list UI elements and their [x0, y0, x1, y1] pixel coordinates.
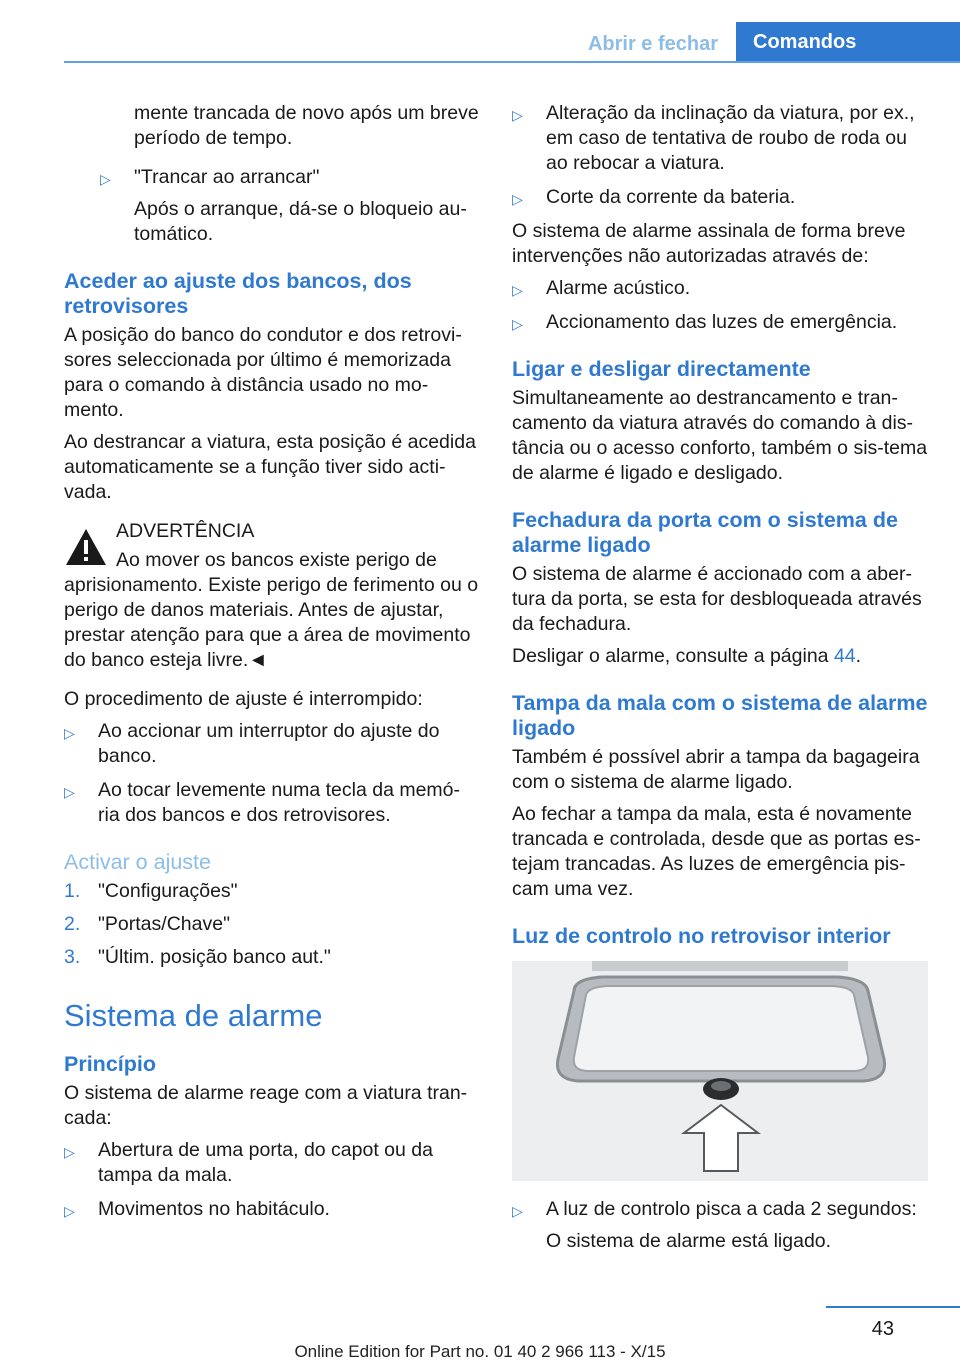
bullet-triangle-icon: ▷ — [64, 725, 75, 741]
page-number: 43 — [871, 1318, 894, 1340]
left-column — [64, 101, 480, 1231]
bullet-triangle-icon: ▷ — [512, 316, 523, 332]
list-item-text: Corte da corrente da bateria. — [546, 186, 796, 208]
list-item-text: Abertura de uma porta, do capot ou da tampa da mala. — [98, 1139, 433, 1186]
page-header — [0, 0, 960, 62]
paragraph: O procedimento de ajuste é interrompido: — [64, 688, 423, 710]
heading-principle: Princípio — [64, 1052, 156, 1076]
mirror-illustration-icon — [512, 961, 928, 1181]
step-item — [64, 945, 480, 970]
warning-box — [64, 519, 480, 673]
bullet-triangle-icon: ▷ — [64, 784, 75, 800]
heading-indicator-light: Luz de controlo no retrovisor interior — [512, 924, 891, 948]
list-item-text: Alteração da inclinação da viatura, por ex., em caso de tentativa de roubo de roda ou ao rebocar a viatura. — [546, 102, 915, 174]
bullet-triangle-icon: ▷ — [100, 171, 111, 187]
list-item-title: A luz de controlo pisca a cada 2 segundos: — [546, 1198, 917, 1220]
step-number: 1. — [64, 880, 81, 902]
warning-text: Ao mover os bancos existe perigo de aprisionamento. Existe perigo de ferimento ou o perigo de danos materiais. Antes de ajustar, prestar atenção para que a área de movimento do banco esteja livre.◄ — [64, 549, 479, 671]
page-link[interactable]: 44 — [833, 645, 856, 667]
list-item — [512, 185, 928, 210]
heading-direct-onoff: Ligar e desligar directamente — [512, 357, 811, 381]
list-item-text: Ao accionar um interruptor do ajuste do banco. — [98, 720, 440, 767]
list-item-text: Alarme acústico. — [546, 277, 691, 299]
list-item-detail: O sistema de alarme está ligado. — [546, 1230, 832, 1252]
list-item — [64, 1138, 480, 1188]
edition-footer: Online Edition for Part no. 01 40 2 966 113 - X/15 — [294, 1342, 666, 1361]
step-text: "Configurações" — [98, 880, 238, 902]
heading-trunk-lid: Tampa da mala com o sistema de alarme ligado — [512, 691, 928, 740]
paragraph: Simultaneamente ao destrancamento e tran-camento da viatura através do comando à dis-tância ou o acesso conforto, também o sis-tema de alarme é ligado e desligado. — [512, 387, 928, 484]
paragraph: A posição do banco do condutor e dos retrovi-sores seleccionada por último é memorizada para o comando à distância usado no mo-mento. — [64, 324, 462, 421]
bullet-triangle-icon: ▷ — [64, 1144, 75, 1160]
heading-door-lock: Fechadura da porta com o sistema de alarme ligado — [512, 508, 898, 557]
bullet-triangle-icon: ▷ — [512, 282, 523, 298]
chapter-tab[interactable]: Comandos — [736, 22, 960, 62]
list-item — [64, 1197, 480, 1222]
section-tab[interactable]: Abrir e fechar — [587, 33, 719, 55]
step-item — [64, 879, 480, 904]
text: . — [855, 645, 862, 667]
bullet-triangle-icon: ▷ — [64, 1203, 75, 1219]
continued-text: mente trancada de novo após um breve período de tempo. — [134, 102, 479, 149]
paragraph: O sistema de alarme assinala de forma breve intervenções não autorizadas através de: — [512, 220, 906, 267]
list-item — [512, 310, 928, 335]
heading-alarm-system: Sistema de alarme — [64, 998, 323, 1033]
list-item — [64, 778, 480, 828]
warning-title: ADVERTÊNCIA — [116, 520, 255, 542]
paragraph: O sistema de alarme reage com a viatura tran-cada: — [64, 1082, 468, 1129]
bullet-triangle-icon: ▷ — [512, 1203, 523, 1219]
heading-activate: Activar o ajuste — [64, 850, 211, 874]
text: Desligar o alarme, consulte a página — [512, 645, 834, 667]
list-item — [512, 1197, 928, 1254]
paragraph: O sistema de alarme é accionado com a aber-tura da porta, se esta for desbloqueada através da fechadura. — [512, 563, 922, 635]
paragraph: Ao fechar a tampa da mala, esta é novamente trancada e controlada, desde que as portas es-tejam trancadas. As luzes de emergência pis-cam uma vez. — [512, 803, 921, 900]
list-item-text: Accionamento das luzes de emergência. — [546, 311, 898, 333]
step-number: 3. — [64, 946, 81, 968]
list-item-title: "Trancar ao arrancar" — [134, 166, 320, 188]
list-item — [512, 276, 928, 301]
paragraph: Ao destrancar a viatura, esta posição é acedida automaticamente se a função tiver sido acti-vada. — [64, 431, 476, 503]
list-item — [64, 165, 480, 247]
step-text: "Últim. posição banco aut." — [98, 946, 331, 968]
list-item-text: Movimentos no habitáculo. — [98, 1198, 330, 1220]
header-rule — [64, 61, 960, 63]
paragraph: Também é possível abrir a tampa da bagageira com o sistema de alarme ligado. — [512, 746, 920, 793]
step-text: "Portas/Chave" — [98, 913, 230, 935]
paragraph — [512, 644, 928, 669]
step-item — [64, 912, 480, 937]
heading-seat-mirror-access: Aceder ao ajuste dos bancos, dos retrovisores — [64, 269, 412, 318]
list-item-text: Ao tocar levemente numa tecla da memó-ria dos bancos e dos retrovisores. — [98, 779, 461, 826]
bullet-triangle-icon: ▷ — [512, 107, 523, 123]
right-column — [512, 101, 928, 1263]
list-item-detail: Após o arranque, dá-se o bloqueio au-tomático. — [134, 198, 467, 245]
rearview-mirror-illustration — [512, 961, 928, 1181]
warning-triangle-icon — [64, 527, 108, 567]
bullet-triangle-icon: ▷ — [512, 191, 523, 207]
list-item — [64, 719, 480, 769]
footer-rule — [826, 1306, 960, 1308]
list-item — [512, 101, 928, 176]
step-number: 2. — [64, 913, 81, 935]
